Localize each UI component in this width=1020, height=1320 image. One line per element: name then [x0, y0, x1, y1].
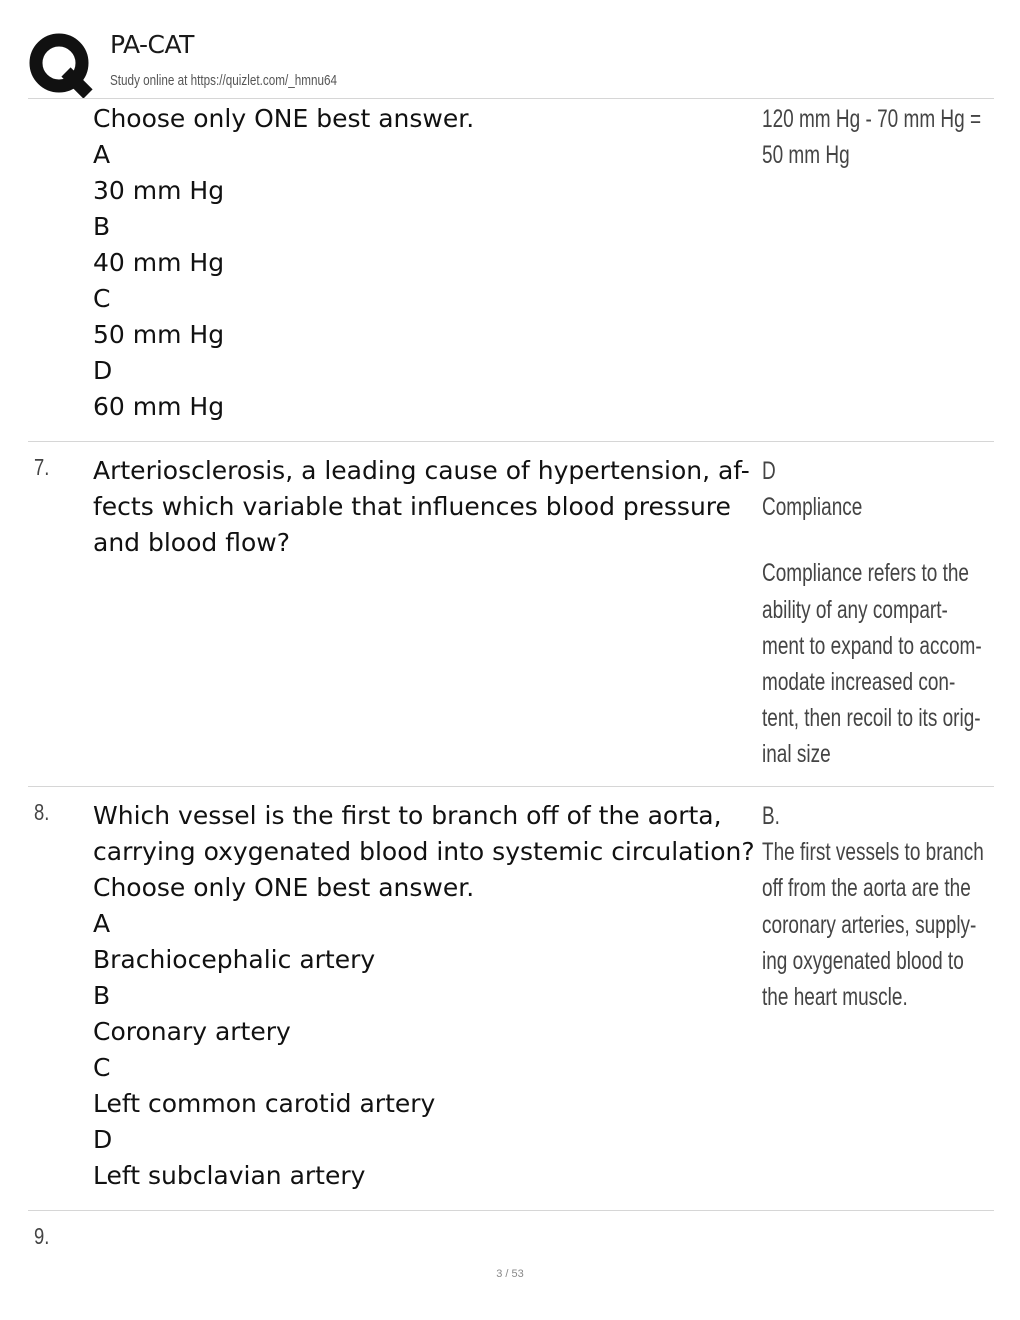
answer-line: the heart muscle. [762, 983, 908, 1012]
divider [28, 786, 994, 787]
option-letter: C [93, 284, 111, 313]
question-line: and blood flow? [93, 528, 290, 557]
answer-key: D [762, 457, 776, 485]
option-letter: D [93, 356, 113, 385]
divider [28, 1210, 994, 1211]
divider [28, 441, 994, 442]
answer-line: ing oxygenated blood to [762, 946, 964, 975]
answer-key: Compliance [762, 493, 863, 522]
quizlet-logo-icon [28, 32, 94, 98]
explanation-line: ability of any compart- [762, 595, 948, 624]
question-8-text [93, 798, 753, 1194]
study-online-link[interactable]: Study online at https://quizlet.com/_hmnu64 [110, 72, 337, 89]
question-number: 9. [34, 1223, 50, 1249]
option-letter: C [93, 1053, 111, 1082]
explanation-line: ment to expand to accom- [762, 631, 982, 660]
question-number: 8. [34, 799, 50, 825]
option-text: Brachiocephalic artery [93, 945, 376, 974]
option-text: Coronary artery [93, 1017, 291, 1046]
question-7-text [93, 453, 753, 561]
option-text: 40 mm Hg [93, 248, 225, 277]
option-text: Left subclavian artery [93, 1161, 366, 1190]
explanation-line: inal size [762, 740, 831, 769]
explanation-line: Compliance refers to the [762, 559, 969, 588]
question-line: Choose only ONE best answer. [93, 873, 475, 902]
question-6-answer [762, 101, 987, 173]
answer-line: off from the aorta are the [762, 874, 971, 903]
question-6-text [93, 101, 753, 425]
question-line: fects which variable that influences blood pressure [93, 492, 731, 521]
question-8-answer [762, 798, 987, 1015]
answer-line: 50 mm Hg [762, 141, 850, 170]
option-text: Left common carotid artery [93, 1089, 436, 1118]
question-number: 7. [34, 454, 50, 480]
question-7-answer [762, 453, 987, 773]
option-text: 30 mm Hg [93, 176, 225, 205]
answer-line: The first vessels to branch [762, 838, 984, 867]
explanation-line: tent, then recoil to its orig- [762, 704, 981, 733]
deck-title: PA-CAT [110, 30, 194, 59]
question-line: Choose only ONE best answer. [93, 104, 475, 133]
page-header [28, 28, 994, 98]
explanation-line: modate increased con- [762, 668, 956, 697]
page-number: 3 / 53 [496, 1268, 524, 1280]
answer-line: coronary arteries, supply- [762, 910, 977, 939]
question-line: carrying oxygenated blood into systemic circulation? [93, 837, 755, 866]
option-text: 60 mm Hg [93, 392, 225, 421]
option-letter: B [93, 212, 111, 241]
answer-line: 120 mm Hg - 70 mm Hg = [762, 105, 982, 133]
option-letter: A [93, 140, 111, 169]
question-line: Which vessel is the first to branch off of the aorta, [93, 801, 722, 830]
divider [28, 98, 994, 99]
option-letter: A [93, 909, 111, 938]
question-line: Arteriosclerosis, a leading cause of hypertension, af- [93, 456, 750, 485]
option-letter: B [93, 981, 111, 1010]
answer-line: B. [762, 802, 780, 830]
option-text: 50 mm Hg [93, 320, 225, 349]
option-letter: D [93, 1125, 113, 1154]
